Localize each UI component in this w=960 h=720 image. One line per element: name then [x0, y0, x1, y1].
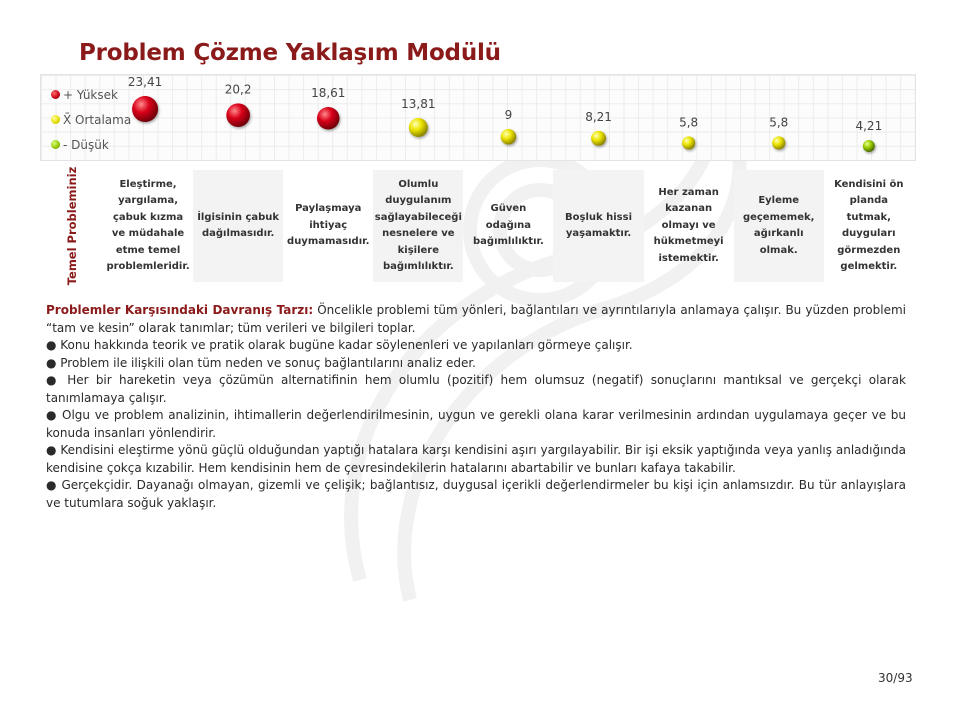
description-block — [46, 302, 906, 512]
green-dot-icon — [51, 140, 60, 149]
red-dot-icon — [51, 90, 60, 99]
data-label-9: 4,21 — [855, 119, 883, 133]
yellow-dot-icon — [51, 115, 60, 124]
data-point-1 — [132, 96, 158, 122]
description-bullet: ● Problem ile ilişkili olan tüm neden ve sonuç bağlantılarını analiz eder. — [46, 355, 476, 370]
description-heading: Problemler Karşısındaki Davranış Tarzı: — [46, 303, 314, 317]
description-bullet: ● Konu hakkında teorik ve pratik olarak bugüne kadar söylenenleri ve yapılanları görmeye çalışır. — [46, 338, 633, 352]
category-label: Eleştirme, yargılama, çabuk kızma ve müdahale etme temel problemleridir. — [106, 178, 190, 272]
data-label-7: 5,8 — [679, 115, 699, 130]
category-label: Paylaşmaya ihtiyaç duymamasıdır. — [287, 203, 370, 248]
chart-legend — [51, 82, 131, 157]
data-point-9 — [863, 140, 875, 152]
description-bullet: ● Her bir hareketin veya çözümün alternatifinin hem olumlu (pozitif) hem olumsuz (negatif) sonuçlarını mantıksal ve gerçekçi olarak tanımlamaya çalışır. — [46, 373, 906, 405]
legend-label-low: - Düşük — [63, 137, 109, 152]
data-point-7 — [682, 136, 695, 149]
data-label-5: 9 — [504, 108, 513, 123]
data-point-4 — [409, 118, 428, 137]
data-label-6: 8,21 — [585, 109, 612, 124]
description-bullet: ● Olgu ve problem analizinin, ihtimallerin değerlendirilmesinin, uygun ve gerekli olana karar verilmesinin ardından uygulamaya geçer ve bu konuda insanları yönlendirir. — [46, 408, 906, 440]
description-intro — [46, 302, 906, 337]
legend-item-mid — [51, 107, 131, 132]
description-intro-text: Öncelikle problemi tüm yönleri, bağlantıları ve ayrıntılarıyla anlamaya çalışır. Bu yüzden problemi “tam ve kesin” olarak tanımlar; tüm verileri ve bilgileri toplar. — [46, 303, 907, 335]
category-label: Kendisini ön planda tutmak, duyguları görmezden gelmektir. — [834, 178, 904, 272]
description-bullet: ● Gerçekçidir. Dayanağı olmayan, gizemli ve çelişik; bağlantısız, duygusal içerikli değerlendirmeler bu kişi için anlamsızdır. Bu tür anlayışlara ve tutumlara soğuk yaklaşır. — [46, 478, 906, 510]
y-axis-label: Temel Probleminiz — [64, 166, 79, 286]
legend-item-high — [51, 82, 131, 107]
data-point-3 — [317, 107, 340, 130]
dot-chart — [0, 0, 960, 170]
category-label: Olumlu duygulanım sağlayabileceği nesnelere ve kişilere bağımlılıktır. — [373, 170, 463, 282]
legend-label-high: + Yüksek — [63, 87, 118, 102]
category-label: İlgisinin çabuk dağılmasıdır. — [193, 170, 283, 282]
page-number: 30/93 — [878, 671, 913, 685]
category-row — [103, 170, 914, 282]
data-label-4: 13,81 — [401, 97, 436, 111]
data-point-2 — [226, 103, 250, 127]
page-title: Problem Çözme Yaklaşım Modülü — [79, 40, 501, 66]
data-point-6 — [591, 131, 606, 146]
y-axis-label-cell — [40, 166, 103, 286]
data-point-5 — [501, 129, 516, 144]
category-label: Güven odağına bağımlılıktır. — [473, 203, 544, 248]
data-label-3: 18,61 — [311, 86, 346, 100]
data-point-8 — [772, 136, 785, 149]
category-label: Boşluk hissi yaşamaktır. — [553, 170, 643, 282]
category-label: Eyleme geçememek, ağırkanlı olmak. — [734, 170, 824, 282]
data-label-8: 5,8 — [769, 115, 789, 130]
legend-label-mid: X̄ Ortalama — [63, 112, 132, 127]
data-label-2: 20,2 — [224, 82, 252, 97]
category-label: Her zaman kazanan olmayı ve hükmetmeyi istemektir. — [653, 186, 724, 264]
data-label-1: 23,41 — [127, 75, 163, 89]
legend-item-low — [51, 132, 131, 157]
description-bullet: ● Kendisini eleştirme yönü güçlü olduğundan yaptığı hatalara karşı kendisini aşırı yargılayabilir. Bir işi eksik yaptığında veya yanlış anladığında kendisine çokça kızabilir. Hem kendisinin hem de çevresindekilerin hatalarını abartabilir ve bunları kafaya takabilir. — [46, 443, 906, 475]
